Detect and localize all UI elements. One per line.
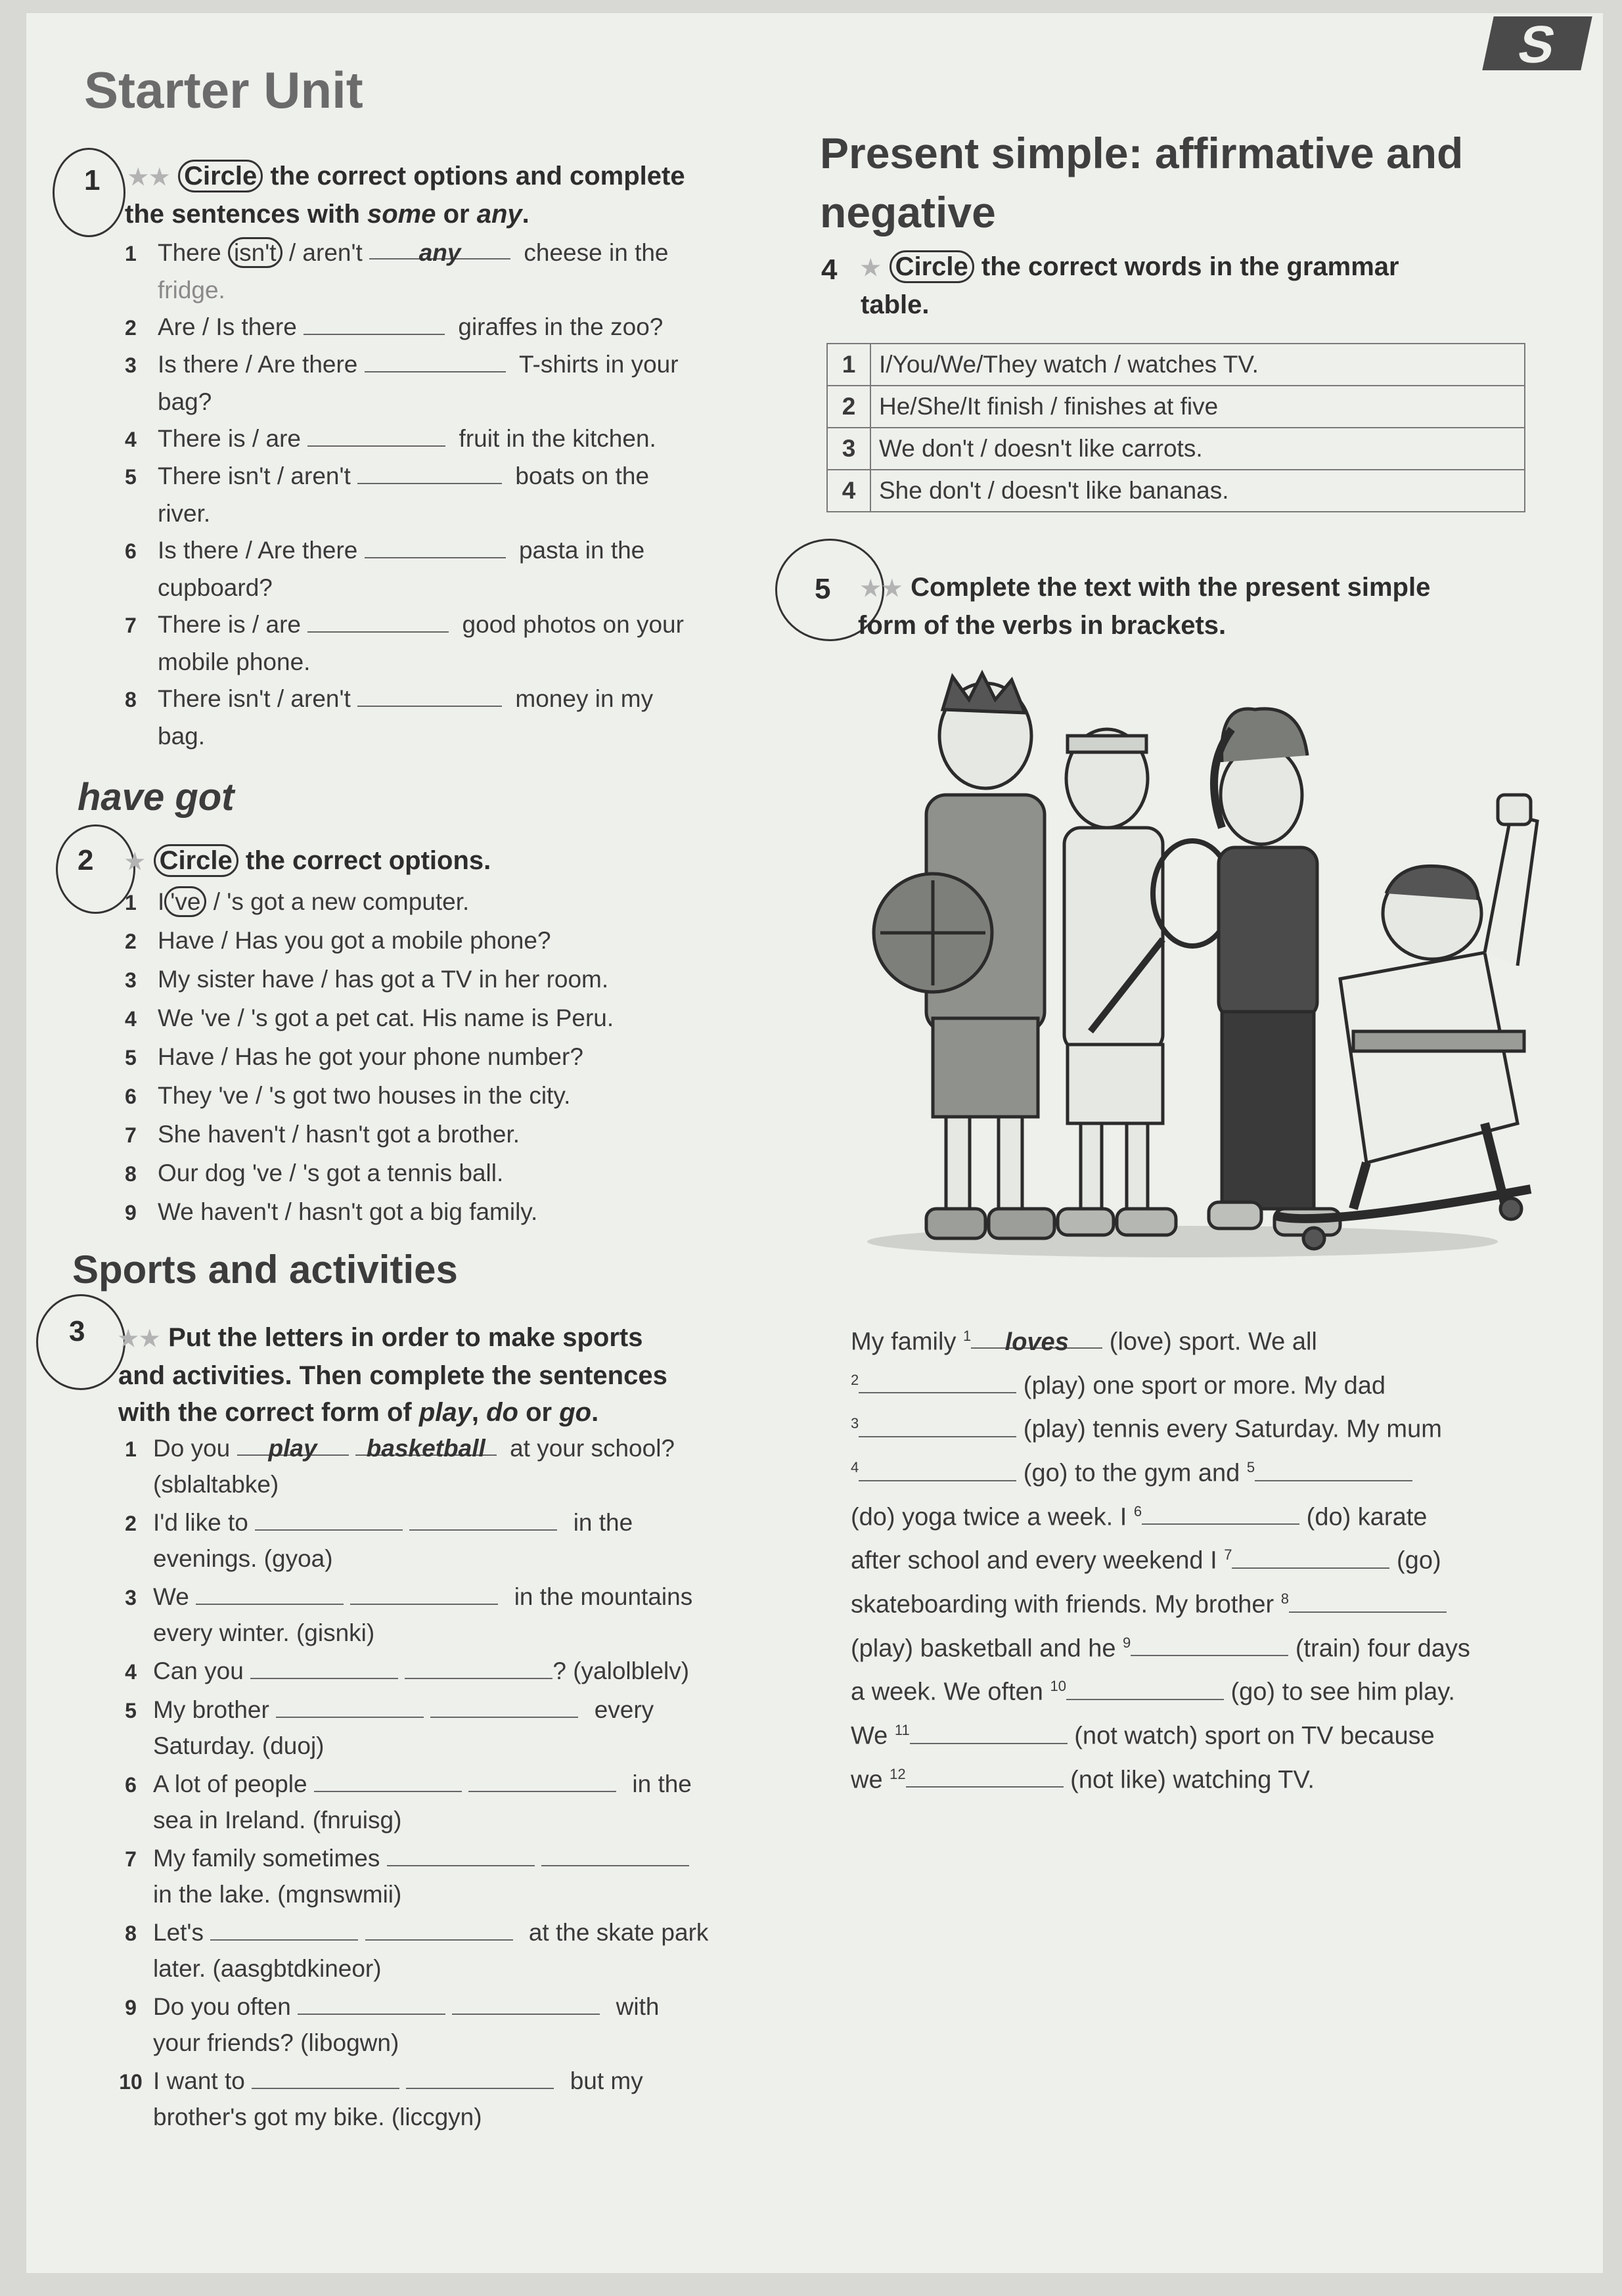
- ex3-item-6: 6 A lot of people in the sea in Ireland. (fnruisg): [108, 1767, 765, 1838]
- answer-blank[interactable]: [314, 1767, 462, 1792]
- exercise-3-list: [108, 1431, 765, 2135]
- ex1-item-4: 4 There is / are fruit in the kitchen.: [125, 420, 755, 458]
- ex3-item-10: 10 I want to but my brother's got my bike. (liccgyn): [108, 2063, 765, 2135]
- exercise-1-list: [125, 235, 755, 755]
- ex3-item-9: 9 Do you often with your friends? (libogwn): [108, 1989, 765, 2061]
- circle-keyword: Circle: [154, 844, 238, 877]
- exercise-3-instruction: ★★ Put the letters in order to make sports and activities. Then complete the sentences with the correct form of play, do or go.: [118, 1323, 667, 1427]
- ex3-item-3: 3 We in the mountains every winter. (gisnki): [108, 1579, 765, 1651]
- answer-blank[interactable]: basketball: [355, 1431, 497, 1456]
- answer-blank[interactable]: [406, 2064, 554, 2089]
- exercise-5-number: 5: [815, 573, 831, 605]
- ex2-item-8: 8 Our dog 've / 's got a tennis ball.: [125, 1159, 504, 1186]
- circled-answer: isn't: [228, 237, 282, 268]
- exercise-5-instruction: ★★ Complete the text with the present simple form of the verbs in brackets.: [858, 573, 1431, 640]
- answer-blank[interactable]: [365, 1916, 513, 1941]
- answer-blank[interactable]: [387, 1841, 535, 1866]
- answer-blank-2[interactable]: [859, 1368, 1016, 1393]
- answer-blank-8[interactable]: [1289, 1588, 1447, 1613]
- answer-blank-12[interactable]: [906, 1763, 1064, 1788]
- ex1-item-7: 7 There is / are good photos on your mobile phone.: [125, 606, 755, 681]
- ex2-item-4: 4 We 've / 's got a pet cat. His name is Peru.: [125, 1004, 614, 1031]
- answer-blank[interactable]: [541, 1841, 689, 1866]
- exercise-3-number: 3: [69, 1315, 85, 1347]
- ex1-item-8: 8 There isn't / aren't money in my bag.: [125, 681, 755, 755]
- difficulty-star: ★: [861, 256, 882, 281]
- answer-blank[interactable]: [365, 533, 506, 558]
- ex1-item-1: 1 There isn't / aren't any cheese in the fridge.: [125, 235, 755, 309]
- answer-blank[interactable]: [350, 1580, 498, 1605]
- answer-blank[interactable]: any: [369, 235, 510, 259]
- ex2-item-6: 6 They 've / 's got two houses in the city.: [125, 1082, 571, 1109]
- answer-blank-5[interactable]: [1255, 1456, 1412, 1481]
- ex3-item-4: 4 Can you ? (yalolblelv): [108, 1654, 765, 1690]
- unit-title: Starter Unit: [84, 61, 363, 119]
- answer-blank-6[interactable]: [1142, 1500, 1299, 1525]
- answer-blank[interactable]: [365, 348, 506, 372]
- answer-blank[interactable]: [357, 682, 502, 707]
- answer-blank[interactable]: [405, 1654, 552, 1679]
- answer-blank[interactable]: [304, 310, 445, 335]
- answer-blank[interactable]: [196, 1580, 344, 1605]
- exercise-1-instruction: ★★ Circle the correct options and complete the sentences with some or any.: [128, 158, 752, 233]
- answer-blank-1[interactable]: loves: [971, 1324, 1102, 1349]
- grammar-row: 3 We don't / doesn't like carrots.: [827, 428, 1525, 470]
- exercise-2-instruction: ★ Circle the correct options.: [125, 842, 716, 880]
- circle-keyword: Circle: [178, 160, 263, 192]
- circle-keyword: Circle: [890, 250, 974, 283]
- ex1-item-6: 6 Is there / Are there pasta in the cupboard?: [125, 532, 755, 606]
- answer-blank-9[interactable]: [1131, 1631, 1288, 1656]
- answer-blank[interactable]: [307, 608, 449, 633]
- answer-blank[interactable]: [255, 1506, 403, 1531]
- answer-blank[interactable]: [430, 1693, 578, 1718]
- have-got-heading: have got: [78, 776, 235, 819]
- answer-blank[interactable]: [409, 1506, 557, 1531]
- exercise-1-number: 1: [84, 164, 101, 196]
- exercise-5-text: My family $^1$ loves (love) sport. We all $^2$ (play) one sport or more. My dad $^3$ (play) tennis every Saturday. My mum $^4$ (go) to the gym and $^5$ (do) yoga twice a week. I $^6$ (do) karate after school and every weekend I $^7$ (go) skateboarding with friends. My brother $^8$ (play) basketball and he $^9$ (train) four days a week. We often $^{10}$ (go) to see him play. We $^{11}$ (not watch) sport on TV because we $^{12}$ (not like) watching TV.: [851, 1317, 1547, 1799]
- answer-blank[interactable]: [307, 422, 445, 447]
- difficulty-stars: ★★: [118, 1326, 161, 1351]
- grammar-row: 2 He/She/It finish / finishes at five: [827, 386, 1525, 428]
- ex2-item-7: 7 She haven't / hasn't got a brother.: [125, 1121, 520, 1148]
- unit-logo: S: [1482, 16, 1592, 70]
- answer-blank[interactable]: [298, 1990, 445, 2015]
- ex3-item-7: 7 My family sometimes in the lake. (mgnswmii): [108, 1841, 765, 1912]
- exercise-2-handdrawn-circle: [56, 824, 135, 914]
- ex3-item-2: 2 I'd like to in the evenings. (gyoa): [108, 1505, 765, 1577]
- ex3-item-8: 8 Let's at the skate park later. (aasgbtdkineor): [108, 1915, 765, 1987]
- exercise-2-list: [125, 883, 755, 1232]
- grammar-table: [826, 343, 1525, 512]
- exercise-4-number: 4: [821, 254, 838, 286]
- answer-blank-10[interactable]: [1066, 1675, 1224, 1700]
- exercise-4-instruction: ★ Circle the correct words in the grammar table.: [861, 248, 1518, 323]
- ex1-item-5: 5 There isn't / aren't boats on the river.: [125, 458, 755, 532]
- ex2-item-9: 9 We haven't / hasn't got a big family.: [125, 1198, 538, 1225]
- difficulty-star: ★: [125, 849, 146, 874]
- answer-blank[interactable]: [210, 1916, 358, 1941]
- answer-blank[interactable]: [468, 1767, 616, 1792]
- exercise-2-number: 2: [78, 844, 94, 876]
- answer-blank[interactable]: [252, 2064, 399, 2089]
- grammar-heading: Present simple: affirmative and negative: [820, 129, 1464, 236]
- ex2-item-2: 2 Have / Has you got a mobile phone?: [125, 927, 551, 954]
- circled-answer: 've: [164, 886, 206, 917]
- answer-blank-11[interactable]: [910, 1719, 1068, 1744]
- answer-blank[interactable]: play: [237, 1431, 349, 1456]
- answer-blank[interactable]: [452, 1990, 600, 2015]
- ex3-item-1: 1 Do you play basketball at your school? (sblaltabke): [108, 1431, 765, 1502]
- grammar-row: 1 I/You/We/They watch / watches TV.: [827, 344, 1525, 386]
- ex2-item-1: 1 I 've / 's got a new computer.: [125, 883, 755, 922]
- ex2-item-5: 5 Have / Has he got your phone number?: [125, 1043, 583, 1070]
- answer-blank-3[interactable]: [859, 1412, 1016, 1437]
- answer-blank[interactable]: [250, 1654, 398, 1679]
- ex1-item-3: 3 Is there / Are there T-shirts in your bag?: [125, 346, 755, 420]
- ex3-item-5: 5 My brother every Saturday. (duoj): [108, 1692, 765, 1764]
- answer-blank-4[interactable]: [859, 1456, 1016, 1481]
- ex2-item-3: 3 My sister have / has got a TV in her room.: [125, 966, 609, 993]
- grammar-row: 4 She don't / doesn't like bananas.: [827, 470, 1525, 512]
- difficulty-stars: ★★: [861, 576, 903, 601]
- answer-blank[interactable]: [276, 1693, 424, 1718]
- difficulty-stars: ★★: [128, 165, 171, 190]
- sports-heading: Sports and activities: [72, 1248, 458, 1292]
- answer-blank[interactable]: [357, 459, 502, 484]
- ex1-item-2: 2 Are / Is there giraffes in the zoo?: [125, 309, 755, 346]
- sports-kids-illustration: [854, 664, 1544, 1268]
- answer-blank-7[interactable]: [1232, 1544, 1389, 1569]
